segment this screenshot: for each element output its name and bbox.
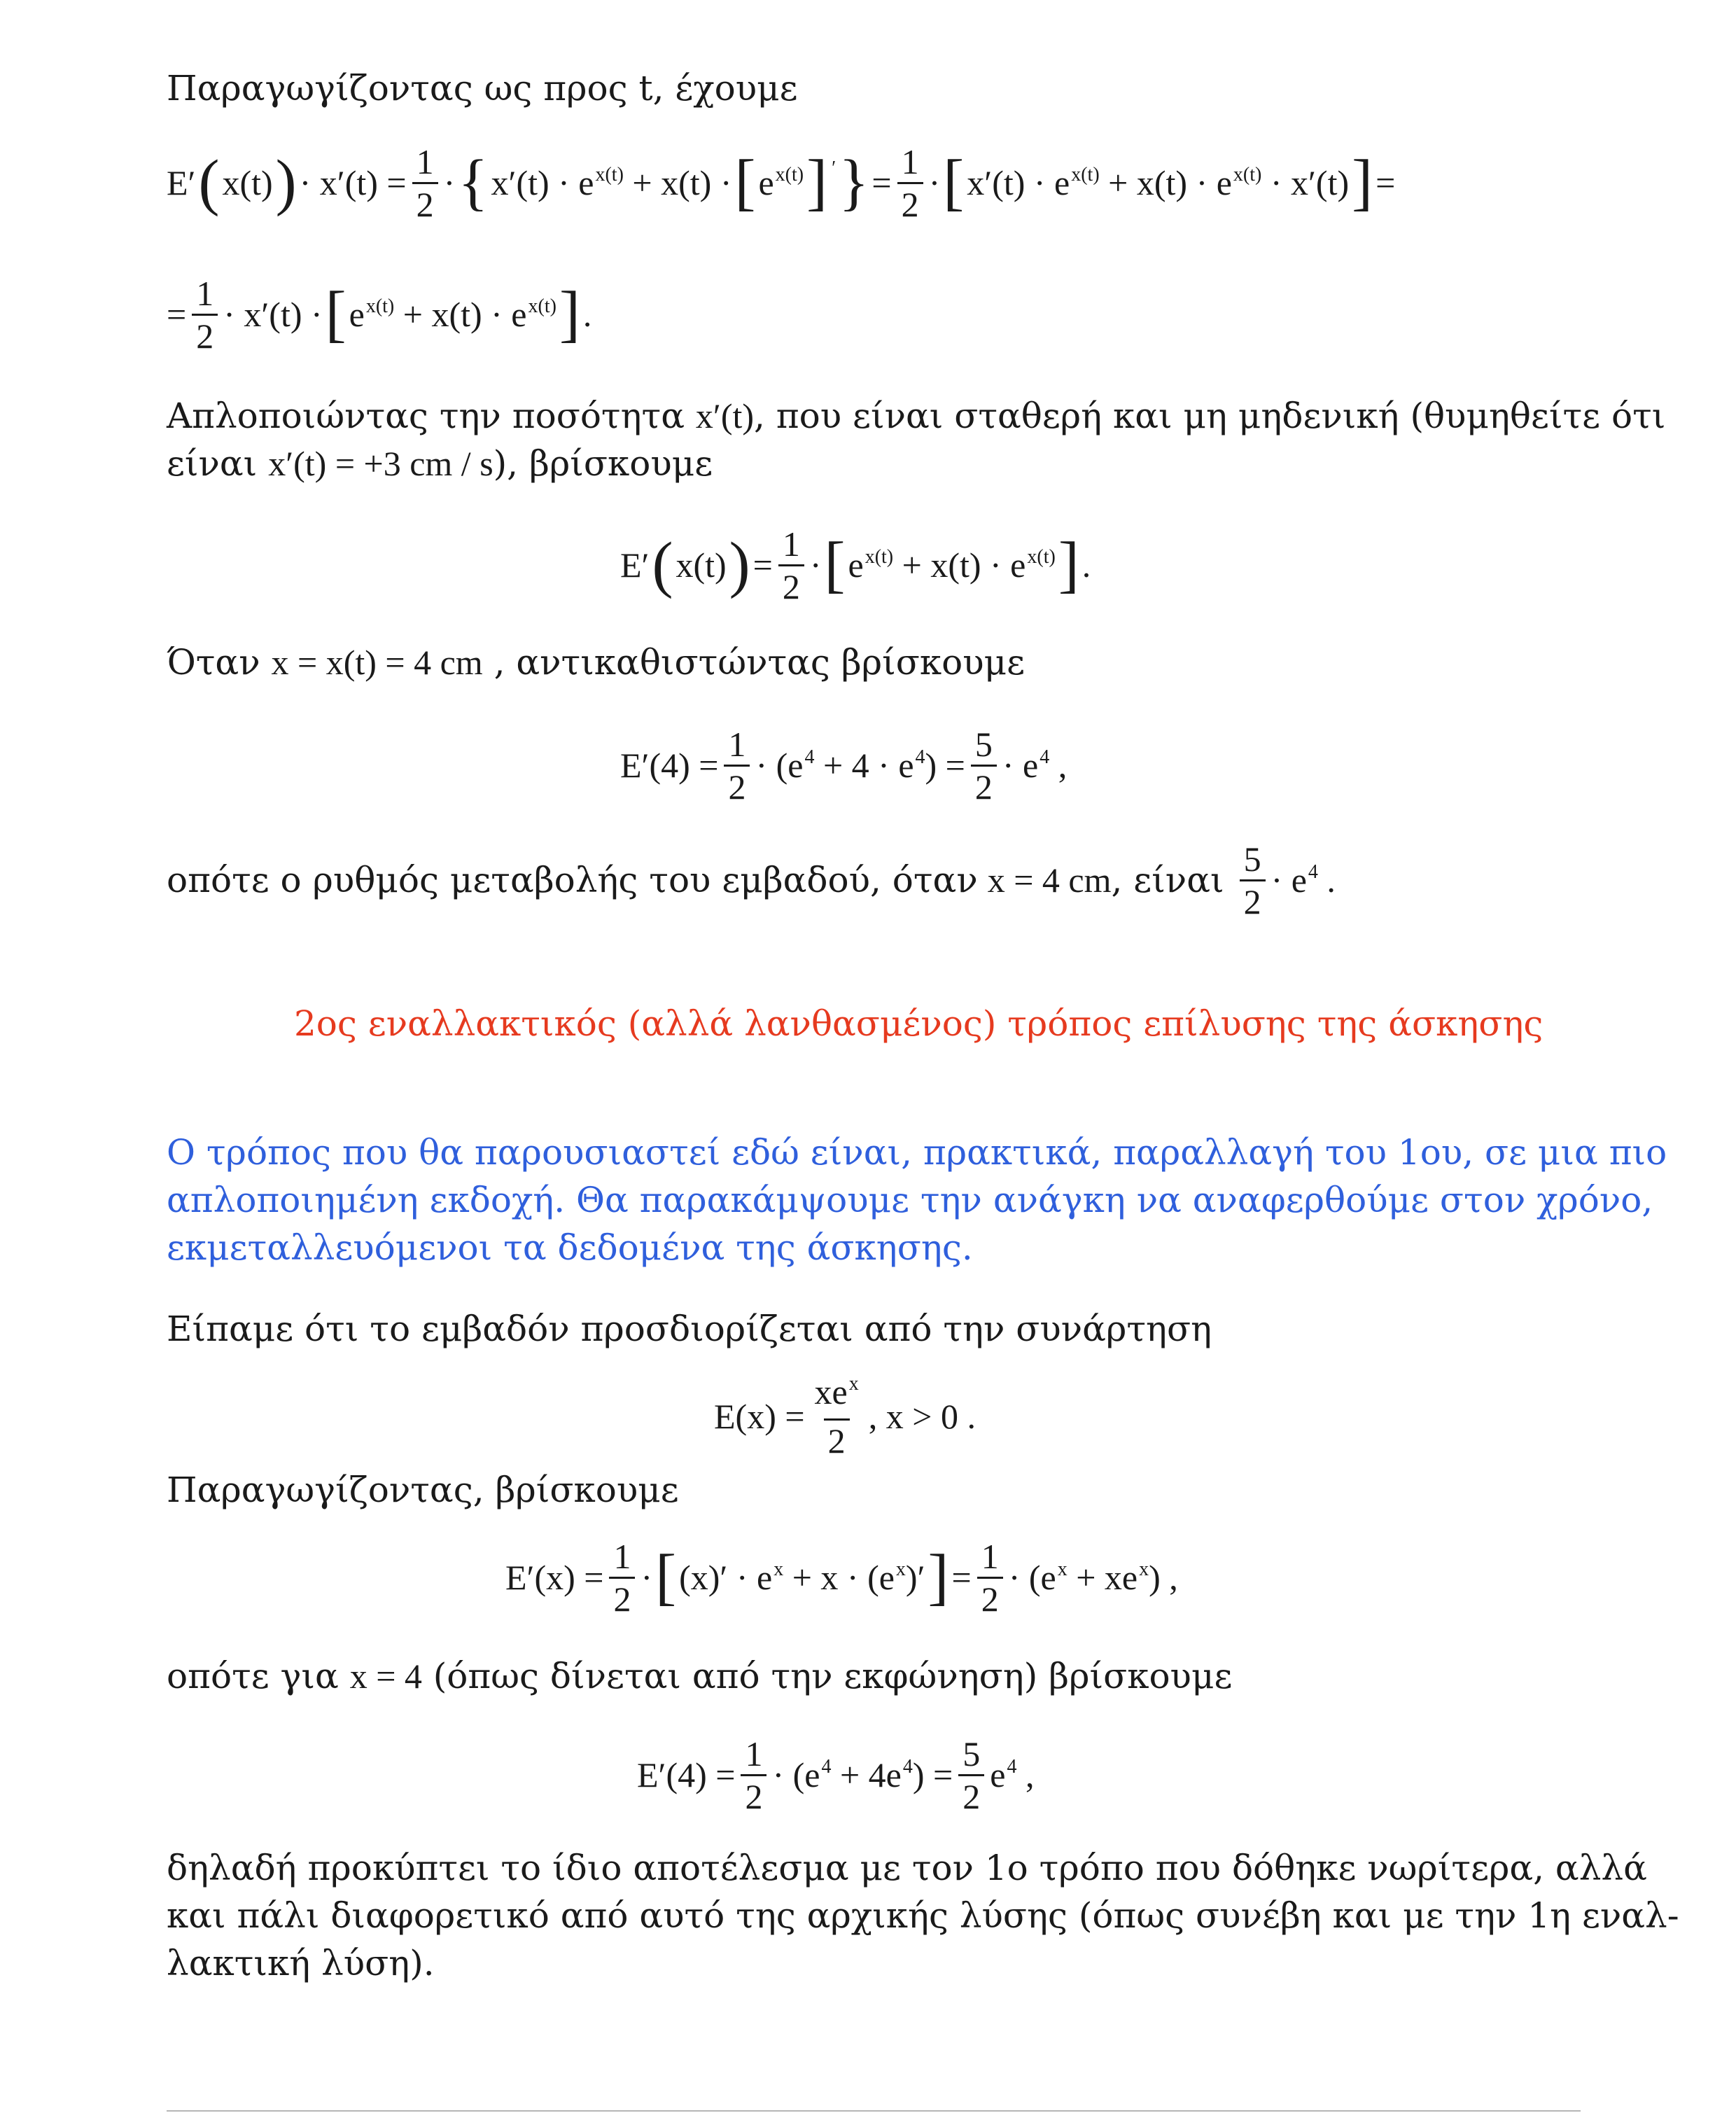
equation-derivative-expanded: E′ ( x(t) ) · x′(t) = $\frac{1}{2}$ · { $x'(t) \cdot e^{x(t)} + x(t)$ · [ $e^{x(t)}$ ] ′ } = $\frac{1}{2}$ · [ $x'(t) \cdot e^{x(t)} + x(t) \cdot e^{x(t)} \cdot x'(t)$ ] = (167, 141, 1396, 224)
condition-math-3: x = 4 (349, 1657, 422, 1696)
conclusion-line-3: λακτική λύση). (167, 1943, 435, 1983)
equation-evaluated-2: E′(4) = $\frac{1}{2}$ · $(e^4 + 4e^4)$ = $\frac{5}{2}$ $e^4$ , (637, 1734, 1035, 1816)
equation-derivative-x: E′(x) = $\frac{1}{2}$ · [ $(x)' \cdot e^x + x \cdot (e^x)'$ ] = $\frac{1}{2}$ · $(e^x + xe^x)$ , (505, 1536, 1178, 1619)
conclusion-line-1: δηλαδή προκύπτει το ίδιο αποτέλεσμα με τον 1ο τρόπο που δόθηκε νωρίτερα, αλλά (167, 1848, 1647, 1888)
xprime-math: x′(t) (695, 396, 755, 435)
substitute-text-2: , αντικαθιστώντας βρίσκουμε (493, 642, 1025, 683)
paragraph-area-function: Είπαμε ότι το εμβαδόν προσδιορίζεται από την συνάρτηση (167, 1309, 1212, 1349)
condition-math-2: x = 4 cm (987, 860, 1112, 900)
rate-text-2: , είναι (1111, 860, 1224, 900)
paragraph-conclusion (167, 1844, 1679, 1987)
section-heading: 2ος εναλλακτικός (αλλά λανθασμένος) τρόπος επίλυσης της άσκησης (294, 1003, 1544, 1044)
rate-text: οπότε ο ρυθμός μεταβολής του εμβαδού, όταν (167, 860, 978, 900)
footer-rule (167, 2110, 1581, 2112)
paragraph-rate: οπότε ο ρυθμός μεταβολής του εμβαδού, όταν x = 4 cm , είναι $\frac{5}{2}$ · $e^4$ . (167, 839, 1336, 921)
paragraph-differentiate-t: Παραγωγίζοντας ως προς t, έχουμε (167, 68, 798, 109)
simplify-text-2: , που είναι σταθερή και μη μηδενική (θυμηθείτε ότι (754, 396, 1666, 436)
equation-area-function: E(x) = $\frac{xe^x}{2}$ , x > 0 . (714, 1372, 976, 1460)
alt-intro-line-1: Ο τρόπος που θα παρουσιαστεί εδώ είναι, πρακτικά, παραλλαγή του 1ου, σε μια πιο (167, 1132, 1667, 1173)
substitute-text: Όταν (167, 642, 260, 683)
simplify-text: Απλοποιώντας την ποσότητα (167, 396, 685, 436)
equation-simplified-derivative: E′ ( x(t) ) = $\frac{1}{2}$ · [ $e^{x(t)} + x(t) \cdot e^{x(t)}$ ] . (620, 524, 1091, 606)
paragraph-alternative-intro (167, 1129, 1667, 1271)
paragraph-x-equals-4 (167, 1652, 1232, 1700)
velocity-math: x′(t) = +3 cm / s (268, 444, 493, 483)
paragraph-differentiate-x: Παραγωγίζοντας, βρίσκουμε (167, 1470, 679, 1510)
simplify-text-3: είναι (167, 443, 258, 484)
equation-evaluated-1: E′(4) = $\frac{1}{2}$ · $(e^4 + 4 \cdot e^4)$ = $\frac{5}{2}$ · $e^4$ , (620, 724, 1068, 807)
simplify-text-4: ), βρίσκουμε (493, 443, 713, 484)
alt-intro-line-2: απλοποιημένη εκδοχή. Θα παρακάμψουμε την ανάγκη να αναφερθούμε στον χρόνο, (167, 1180, 1653, 1220)
paragraph-simplify (167, 392, 1665, 487)
x4-text: οπότε για (167, 1656, 339, 1696)
conclusion-line-2: και πάλι διαφορετικό από αυτό της αρχικής λύσης (όπως συνέβη και με την 1η εναλ- (167, 1895, 1679, 1936)
x4-text-2: (όπως δίνεται από την εκφώνηση) βρίσκουμε (433, 1656, 1233, 1696)
condition-math: x = x(t) = 4 cm (271, 643, 483, 682)
alt-intro-line-3: εκμεταλλευόμενοι τα δεδομένα της άσκησης. (167, 1227, 973, 1268)
paragraph-substitute (167, 639, 1025, 686)
equation-derivative-factored: = $\frac{1}{2}$ · x′(t) · [ $e^{x(t)} + x(t) \cdot e^{x(t)}$ ] . (167, 273, 592, 356)
